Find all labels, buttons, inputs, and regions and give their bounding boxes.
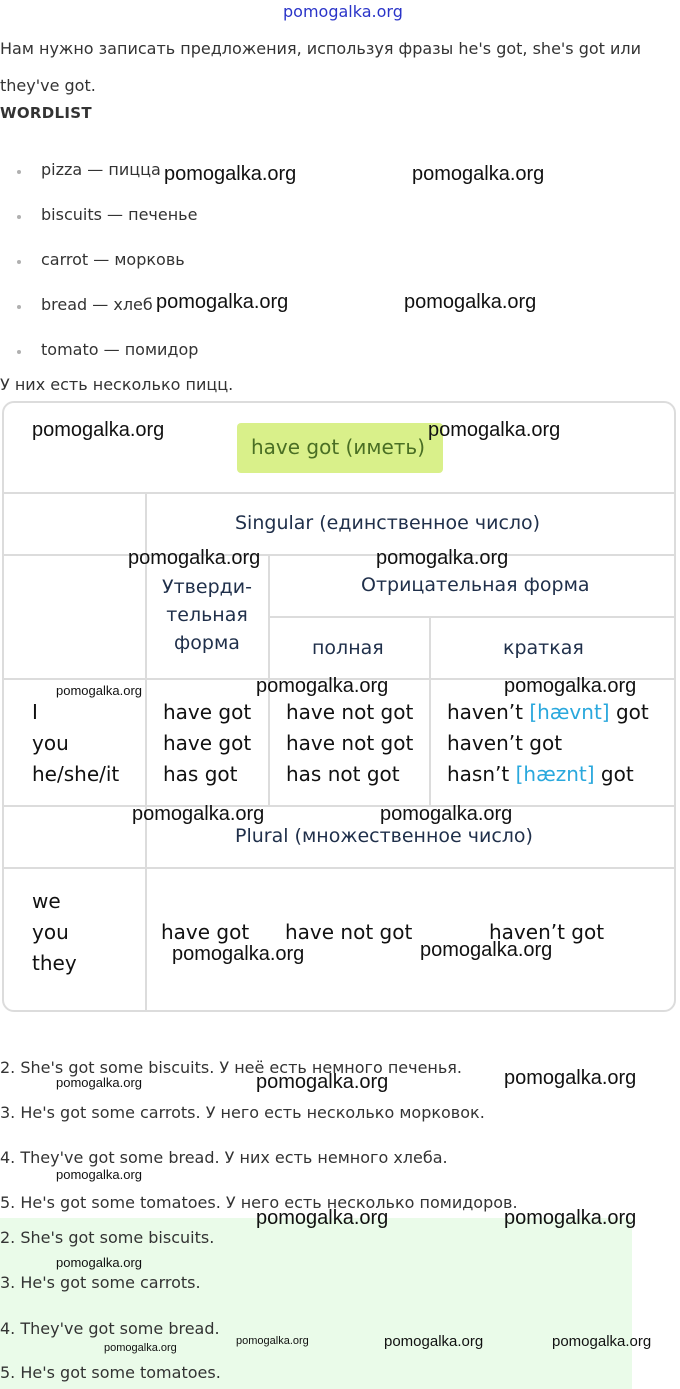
- table-title: have got (иметь): [251, 435, 425, 459]
- watermark: pomogalka.org: [504, 1207, 637, 1229]
- affirmative-cell: have got: [163, 731, 252, 755]
- site-link[interactable]: pomogalka.org: [283, 2, 403, 21]
- bullet-icon: [17, 260, 21, 264]
- watermark: pomogalka.org: [32, 419, 165, 441]
- watermark: pomogalka.org: [376, 547, 509, 569]
- bullet-icon: [17, 170, 21, 174]
- watermark: pomogalka.org: [420, 939, 553, 961]
- list-item: tomato — помидор: [41, 340, 199, 359]
- short-negative-cell: hasn’t [hæznt] got: [447, 762, 634, 786]
- watermark: pomogalka.org: [504, 1067, 637, 1089]
- wordlist-heading: WORDLIST: [0, 104, 92, 122]
- divider: [145, 493, 147, 1010]
- watermark: pomogalka.org: [504, 675, 637, 697]
- watermark: pomogalka.org: [132, 803, 265, 825]
- watermark: pomogalka.org: [384, 1333, 484, 1350]
- sentence-line: 2. She's got some biscuits. У неё есть немного печенья.: [0, 1058, 463, 1077]
- transcription: [hævnt]: [529, 700, 610, 724]
- pronoun-cell: you: [32, 731, 69, 755]
- pronoun-cell: he/she/it: [32, 762, 120, 786]
- list-item: carrot — морковь: [41, 250, 185, 269]
- pronoun-cell: you: [32, 920, 69, 944]
- affirmative-cell: has got: [163, 762, 238, 786]
- sentence-line: 5. He's got some tomatoes. У него есть несколько помидоров.: [0, 1193, 518, 1212]
- full-form-header: полная: [312, 637, 384, 659]
- bullet-icon: [17, 305, 21, 309]
- pronoun-cell: we: [32, 889, 61, 913]
- short-negative-cell: haven’t got: [447, 731, 563, 755]
- intro-text: Нам нужно записать предложения, используя фразы he's got, she's got или they've got.: [0, 39, 642, 95]
- divider: [429, 617, 431, 805]
- watermark: pomogalka.org: [256, 1071, 389, 1093]
- transcription: [hæznt]: [515, 762, 595, 786]
- affirmative-header: Утверди- тельная форма: [162, 576, 252, 654]
- affirmative-cell: have got: [161, 920, 250, 944]
- short-negative-cell: haven’t [hævnt] got: [447, 700, 649, 724]
- watermark: pomogalka.org: [172, 943, 305, 965]
- watermark: pomogalka.org: [56, 683, 142, 698]
- answer-line: 5. He's got some tomatoes.: [0, 1363, 221, 1382]
- watermark: pomogalka.org: [164, 163, 297, 185]
- divider: [3, 554, 675, 556]
- full-negative-cell: have not got: [285, 920, 413, 944]
- short-form-header: краткая: [503, 637, 584, 659]
- watermark: pomogalka.org: [128, 547, 261, 569]
- watermark: pomogalka.org: [552, 1333, 652, 1350]
- answer-line: 2. She's got some biscuits.: [0, 1228, 215, 1247]
- watermark: pomogalka.org: [380, 803, 513, 825]
- divider: [3, 805, 675, 807]
- watermark: pomogalka.org: [56, 1255, 142, 1270]
- watermark: pomogalka.org: [256, 675, 389, 697]
- divider: [3, 492, 675, 494]
- plural-header: Plural (множественное число): [235, 825, 533, 847]
- bullet-icon: [17, 215, 21, 219]
- divider: [269, 616, 675, 618]
- answer-line: 3. He's got some carrots.: [0, 1273, 201, 1292]
- watermark: pomogalka.org: [256, 1207, 389, 1229]
- list-item: biscuits — печенье: [41, 205, 198, 224]
- full-negative-cell: have not got: [286, 700, 414, 724]
- short-negative-cell: haven’t got: [489, 920, 605, 944]
- full-negative-cell: has not got: [286, 762, 400, 786]
- list-item: bread — хлеб: [41, 295, 153, 314]
- watermark: pomogalka.org: [412, 163, 545, 185]
- watermark: pomogalka.org: [156, 291, 289, 313]
- watermark: pomogalka.org: [404, 291, 537, 313]
- affirmative-cell: have got: [163, 700, 252, 724]
- watermark: pomogalka.org: [56, 1167, 142, 1182]
- watermark: pomogalka.org: [428, 419, 561, 441]
- pronoun-cell: they: [32, 951, 77, 975]
- list-item: pizza — пицца: [41, 160, 161, 179]
- pronoun-cell: I: [32, 700, 38, 724]
- divider: [3, 867, 675, 869]
- example-sentence: У них есть несколько пицц.: [0, 375, 234, 394]
- watermark: pomogalka.org: [236, 1335, 309, 1347]
- singular-header: Singular (единственное число): [235, 512, 541, 534]
- bullet-icon: [17, 350, 21, 354]
- full-negative-cell: have not got: [286, 731, 414, 755]
- answer-line: 4. They've got some bread.: [0, 1319, 220, 1338]
- sentence-line: 3. He's got some carrots. У него есть несколько морковок.: [0, 1103, 485, 1122]
- watermark: pomogalka.org: [56, 1075, 142, 1090]
- sentence-line: 4. They've got some bread. У них есть немного хлеба.: [0, 1148, 448, 1167]
- negative-header: Отрицательная форма: [361, 574, 590, 596]
- watermark: pomogalka.org: [104, 1342, 177, 1354]
